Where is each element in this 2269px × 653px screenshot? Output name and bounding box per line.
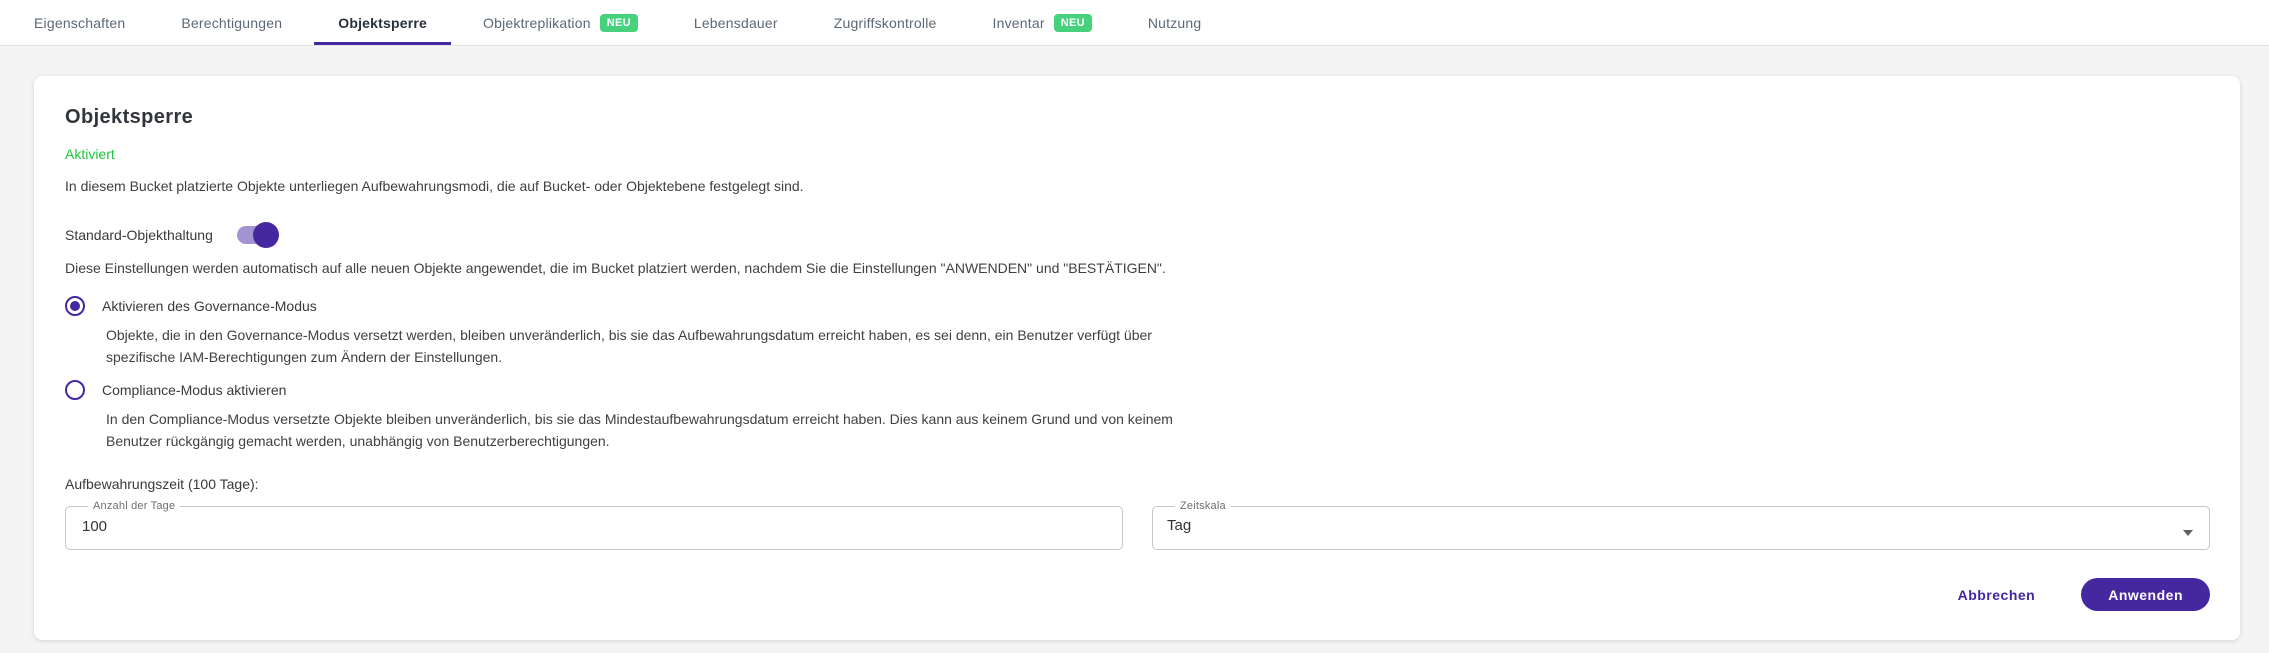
- status-text: Aktiviert: [65, 146, 115, 162]
- tab-berechtigungen[interactable]: [153, 0, 310, 45]
- tab-nutzung[interactable]: [1120, 0, 1230, 45]
- tab-lebensdauer[interactable]: [666, 0, 806, 45]
- apply-button[interactable]: Anwenden: [2081, 578, 2210, 611]
- timescale-field-label: Zeitskala: [1180, 500, 1226, 512]
- compliance-mode-label: Compliance-Modus aktivieren: [102, 382, 287, 398]
- compliance-mode-option[interactable]: [65, 380, 2210, 400]
- governance-mode-label: Aktivieren des Governance-Modus: [102, 298, 317, 314]
- retention-time-label: Aufbewahrungszeit (100 Tage):: [65, 476, 259, 492]
- tab-label: Nutzung: [1147, 14, 1202, 31]
- governance-mode-description: Objekte, die in den Governance-Modus versetzt werden, bleiben unveränderlich, bis sie das Aufbewahrungsdatum erreicht haben, es sei denn, ein Benutzer verfügt über spezifische IAM-Berechtigungen zum Ändern der Einstellungen.: [106, 327, 1152, 365]
- tab-label: Berechtigungen: [181, 14, 283, 31]
- days-field-label: Anzahl der Tage: [93, 500, 176, 512]
- action-buttons: [1952, 578, 2210, 611]
- tab-objektsperre[interactable]: [310, 0, 455, 45]
- page-background: [0, 46, 2269, 640]
- tab-zugriffskontrolle[interactable]: [806, 0, 965, 45]
- tab-label: Objektsperre: [338, 14, 428, 31]
- toggle-thumb: [253, 222, 279, 248]
- cancel-button[interactable]: Abbrechen: [1952, 579, 2042, 611]
- days-input[interactable]: [80, 517, 1108, 536]
- panel-title: Objektsperre: [65, 106, 194, 128]
- panel-description: In diesem Bucket platzierte Objekte unterliegen Aufbewahrungsmodi, die auf Bucket- oder Objektebene festgelegt sind.: [65, 178, 804, 194]
- retention-fields-row: [65, 500, 2210, 550]
- toggle-label: Standard-Objekthaltung: [65, 227, 213, 243]
- compliance-mode-radio[interactable]: [65, 380, 85, 400]
- tab-label: Inventar: [992, 14, 1045, 31]
- tab-label: Objektreplikation: [483, 14, 591, 31]
- tab-bar: [0, 0, 2269, 46]
- default-retention-row: [65, 222, 2210, 248]
- governance-mode-radio[interactable]: [65, 296, 85, 316]
- new-badge: NEU: [1054, 14, 1092, 32]
- new-badge: NEU: [600, 14, 638, 32]
- dropdown-caret-icon: [2183, 530, 2193, 536]
- tab-label: Zugriffskontrolle: [833, 14, 937, 31]
- days-field: [65, 500, 1123, 550]
- governance-mode-option[interactable]: [65, 296, 2210, 316]
- tab-inventar[interactable]: [965, 0, 1120, 45]
- object-lock-panel: [34, 76, 2240, 640]
- tab-label: Eigenschaften: [34, 14, 126, 31]
- tab-objektreplikation[interactable]: [455, 0, 666, 45]
- toggle-note: Diese Einstellungen werden automatisch auf alle neuen Objekte angewendet, die im Bucket platziert werden, nachdem Sie die Einstellungen "ANWENDEN" und "BESTÄTIGEN".: [65, 260, 1166, 276]
- default-retention-toggle[interactable]: [235, 222, 279, 248]
- tab-eigenschaften[interactable]: [6, 0, 153, 45]
- tab-label: Lebensdauer: [693, 14, 778, 31]
- timescale-selected-value[interactable]: Tag: [1167, 517, 1192, 534]
- compliance-mode-description: In den Compliance-Modus versetzte Objekte bleiben unveränderlich, bis sie das Mindestaufbewahrungsdatum erreicht haben. Dies kann aus keinem Grund und von keinem Benutzer rückgängig gemacht werden, unabhängig von Benutzerberechtigungen.: [106, 411, 1173, 449]
- timescale-field[interactable]: [1152, 500, 2210, 550]
